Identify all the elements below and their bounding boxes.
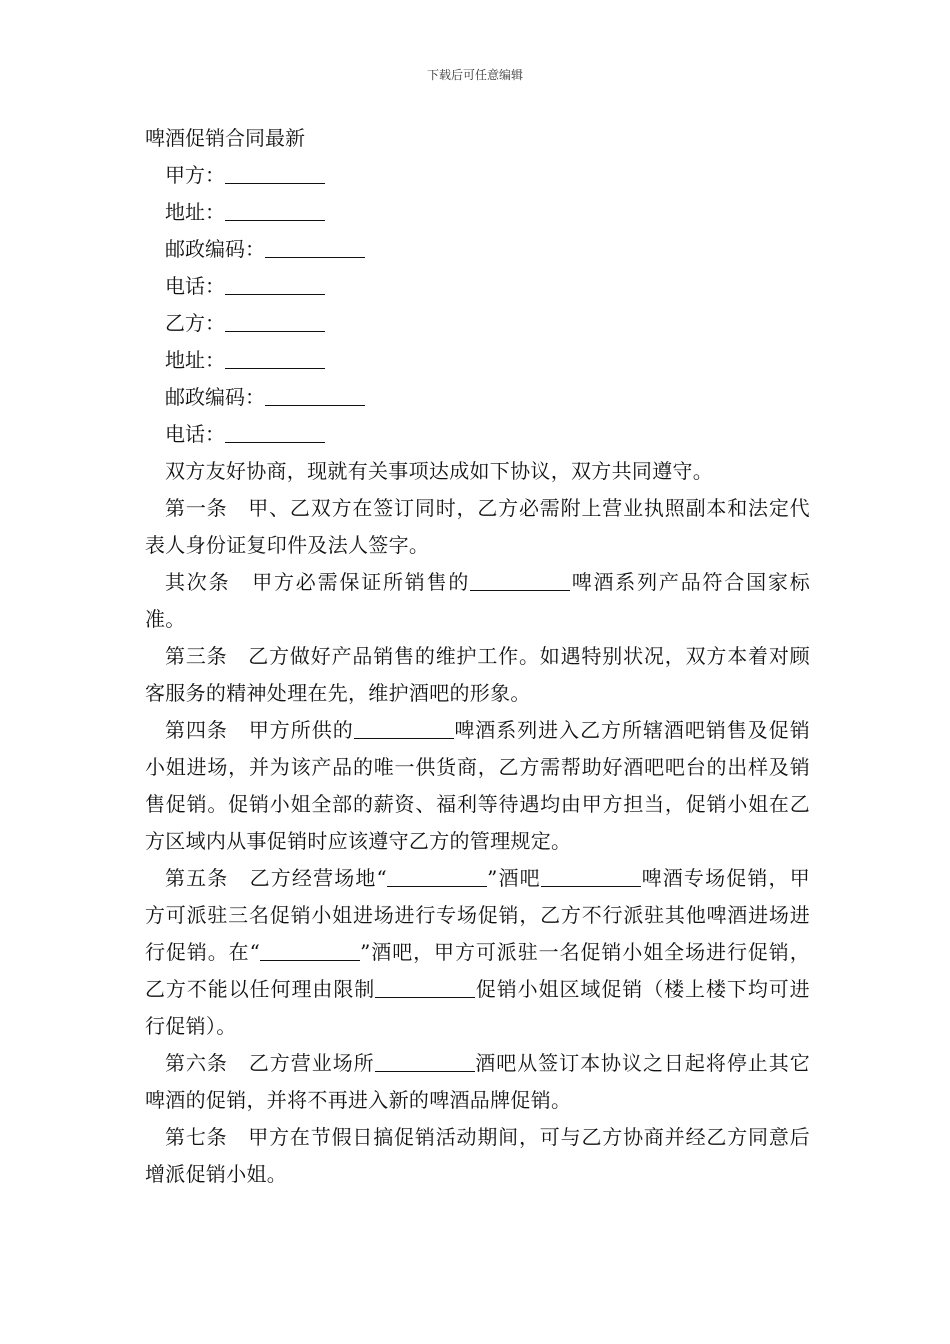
party-b-name-line [145, 305, 810, 342]
party-a-name-blank[interactable] [225, 163, 325, 184]
article-4-blank[interactable] [354, 718, 454, 739]
party-b-name-label: 乙方： [165, 311, 225, 335]
article-2-text-2: 啤酒系列产品符合国家标准。 [145, 570, 810, 631]
article-2-blank[interactable] [470, 570, 570, 591]
party-a-phone-blank[interactable] [225, 274, 325, 295]
article-2 [145, 564, 810, 638]
article-5-blank-2[interactable] [541, 866, 641, 887]
header-note: 下载后可任意编辑 [426, 68, 523, 82]
article-6-text-2: 酒吧从签订本协议之日起将停止其它啤酒的促销，并将不再进入新的啤酒品牌促销。 [145, 1051, 811, 1112]
article-4 [145, 712, 810, 860]
party-b-postcode-line [145, 379, 810, 416]
article-4-text-2: 啤酒系列进入乙方所辖酒吧销售及促销小姐进场，并为该产品的唯一供货商，乙方需帮助好酒吧吧台的出样及销售促销。促销小姐全部的薪资、福利等待遇均由甲方担当，促销小姐在乙方区域内从事促销时应该遵守乙方的管理规定。 [145, 718, 810, 853]
article-5 [145, 860, 810, 1045]
article-3: 第三条 乙方做好产品销售的维护工作。如遇特别状况，双方本着对顾客服务的精神处理在先，维护酒吧的形象。 [145, 644, 810, 705]
party-b-phone-label: 电话： [165, 422, 225, 446]
article-6 [145, 1045, 810, 1119]
party-a-name-label: 甲方： [165, 163, 225, 187]
article-5-text-3: 啤酒专场促销，甲方可派驻三名促销小姐进场进行专场促销，乙方不行派驻其他啤酒进场进行促销。在“ [145, 866, 810, 964]
article-5-blank-4[interactable] [375, 977, 475, 998]
party-a-address-line [145, 194, 810, 231]
party-a-address-label: 地址： [165, 200, 225, 224]
party-a-phone-line [145, 268, 810, 305]
party-b-phone-line [145, 416, 810, 453]
party-a-phone-label: 电话： [165, 274, 225, 298]
article-4-text-1: 第四条 甲方所供的 [165, 718, 354, 742]
party-a-postcode-label: 邮政编码： [165, 237, 265, 261]
article-6-text-1: 第六条 乙方营业场所 [165, 1051, 375, 1075]
party-a-postcode-line [145, 231, 810, 268]
article-5-text-1: 第五条 乙方经营场地“ [165, 866, 388, 890]
party-b-address-label: 地址： [165, 348, 225, 372]
party-b-address-blank[interactable] [225, 348, 325, 369]
party-a-address-blank[interactable] [225, 200, 325, 221]
party-b-phone-blank[interactable] [225, 422, 325, 443]
article-6-blank[interactable] [375, 1051, 475, 1072]
article-5-text-5: 促销小姐区域促销（楼上楼下均可进行促销）。 [145, 977, 810, 1038]
article-5-text-4: ”酒吧，甲方可派驻一名促销小姐全场进行促销，乙方不能以任何理由限制 [145, 940, 811, 1001]
article-7: 第七条 甲方在节假日搞促销活动期间，可与乙方协商并经乙方同意后增派促销小姐。 [145, 1125, 810, 1186]
document-title: 啤酒促销合同最新 [145, 126, 305, 150]
article-5-text-2: ”酒吧 [487, 866, 541, 890]
article-2-text-1: 其次条 甲方必需保证所销售的 [165, 570, 471, 594]
article-5-blank-3[interactable] [260, 940, 360, 961]
party-b-address-line [145, 342, 810, 379]
party-a-name-line [145, 157, 810, 194]
party-b-postcode-label: 邮政编码： [165, 385, 265, 409]
contract-body [145, 120, 810, 1193]
party-a-postcode-blank[interactable] [265, 237, 365, 258]
intro-paragraph: 双方友好协商，现就有关事项达成如下协议，双方共同遵守。 [165, 459, 714, 483]
party-b-postcode-blank[interactable] [265, 385, 365, 406]
article-1: 第一条 甲、乙双方在签订同时，乙方必需附上营业执照副本和法定代表人身份证复印件及法人签字。 [145, 496, 810, 557]
party-b-name-blank[interactable] [225, 311, 325, 332]
article-5-blank-1[interactable] [387, 866, 487, 887]
